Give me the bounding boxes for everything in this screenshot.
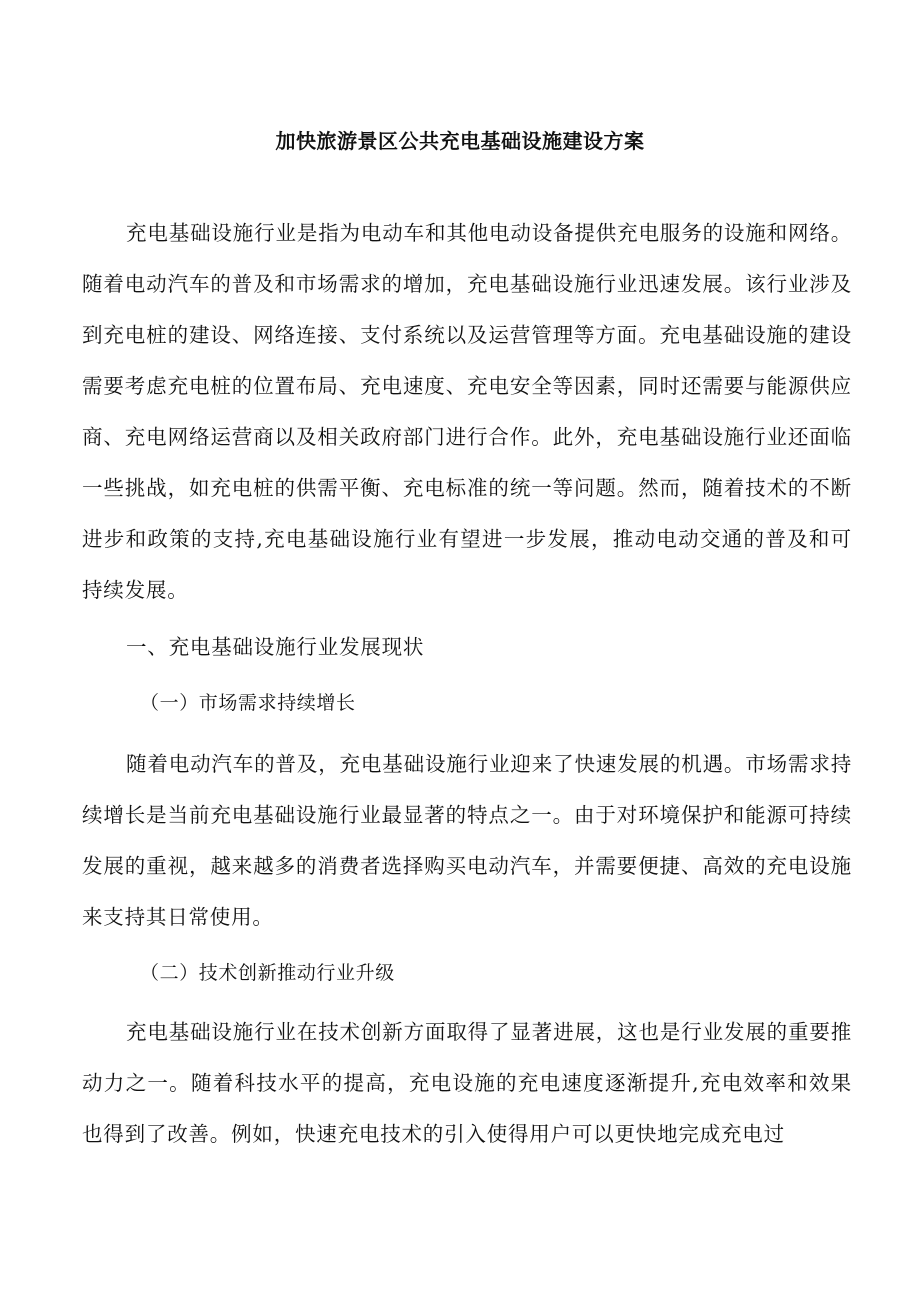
- subsection-heading: （一）市场需求持续增长: [140, 692, 356, 714]
- document-title: 加快旅游景区公共充电基础设施建设方案: [275, 129, 645, 153]
- subsection-paragraph: 随着电动汽车的普及，充电基础设施行业迎来了快速发展的机遇。市场需求持续增长是当前充电基础设施行业最显著的特点之一。由于对环境保护和能源可持续发展的重视，越来越多的消费者选择购买电动汽车，并需要便捷、高效的充电设施来支持其日常使用。: [82, 752, 852, 929]
- intro-paragraph: 充电基础设施行业是指为电动车和其他电动设备提供充电服务的设施和网络。随着电动汽车的普及和市场需求的增加，充电基础设施行业迅速发展。该行业涉及到充电桩的建设、网络连接、支付系统以及运营管理等方面。充电基础设施的建设需要考虑充电桩的位置布局、充电速度、充电安全等因素，同时还需要与能源供应商、充电网络运营商以及相关政府部门进行合作。此外，充电基础设施行业还面临一些挑战，如充电桩的供需平衡、充电标准的统一等问题。然而，随着技术的不断进步和政策的支持,充电基础设施行业有望进一步发展，推动电动交通的普及和可持续发展。: [82, 221, 852, 602]
- subsection-paragraph: 充电基础设施行业在技术创新方面取得了显著进展，这也是行业发展的重要推动力之一。随着科技水平的提高，充电设施的充电速度逐渐提升,充电效率和效果也得到了改善。例如，快速充电技术的引入使得用户可以更快地完成充电过: [82, 1020, 852, 1146]
- subsection-heading: （二）技术创新推动行业升级: [140, 962, 395, 984]
- section-heading: 一、充电基础设施行业发展现状: [126, 635, 425, 659]
